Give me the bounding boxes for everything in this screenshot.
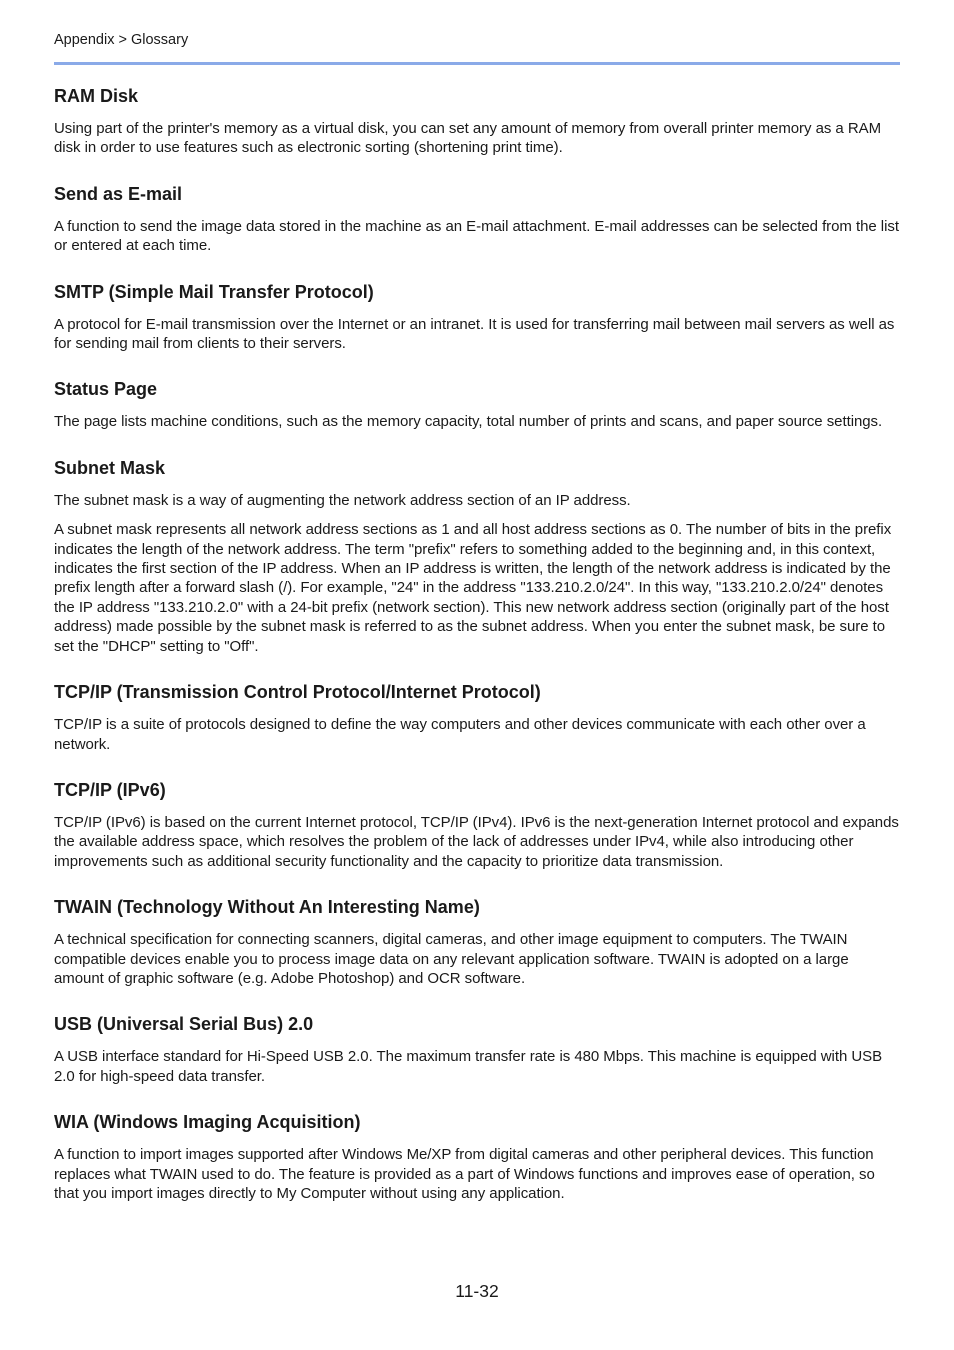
glossary-entry-twain bbox=[54, 896, 900, 988]
glossary-entry-ram-disk bbox=[54, 85, 900, 158]
glossary-entry-usb bbox=[54, 1013, 900, 1086]
glossary-description: TCP/IP is a suite of protocols designed to define the way computers and other devices communicate with each other over a network. bbox=[54, 716, 866, 753]
glossary-term: Subnet Mask bbox=[54, 457, 166, 478]
glossary-term: Status Page bbox=[54, 379, 158, 400]
glossary-entry-wia bbox=[54, 1111, 900, 1203]
glossary-description: A function to import images supported after Windows Me/XP from digital cameras and other peripheral devices. This function replaces what TWAIN used to do. The feature is provided as a part of Windows functions and improves ease of operation, so that you import images directly to My Computer without using any application. bbox=[54, 1146, 875, 1202]
glossary-content bbox=[54, 85, 900, 1203]
glossary-description: Using part of the printer's memory as a virtual disk, you can set any amount of memory from overall printer memory as a RAM disk in order to use features such as electronic sorting (shortening print time). bbox=[54, 120, 882, 157]
glossary-term: Send as E-mail bbox=[54, 183, 183, 204]
glossary-term: RAM Disk bbox=[54, 86, 139, 106]
glossary-description: A subnet mask represents all network address sections as 1 and all host address sections as 0. The number of bits in the prefix indicates the length of the network address. The term "prefix" refers to something added to the beginning and, in this context, indicates the first section of the IP address. When an IP address is written, the length of the network address is indicated by the prefix length after a forward slash (/). For example, "24" in the address "133.210.2.0/24". In this way, "133.210.2.0/24" denotes the IP address "133.210.2.0" with a 24-bit prefix (network section). This new network address section (originally part of the host address) made possible by the subnet mask is referred to as the subnet address. When you enter the subnet mask, be sure to set the "DHCP" setting to "Off". bbox=[54, 521, 892, 655]
glossary-entry-tcp-ip bbox=[54, 681, 900, 754]
glossary-term: USB (Universal Serial Bus) 2.0 bbox=[54, 1014, 314, 1035]
header-divider bbox=[54, 62, 900, 65]
glossary-description: The page lists machine conditions, such as the memory capacity, total number of prints and scans, and paper source settings. bbox=[54, 413, 883, 431]
glossary-entry-subnet-mask bbox=[54, 457, 900, 656]
glossary-description: A technical specification for connecting scanners, digital cameras, and other image equipment to computers. The TWAIN compatible devices enable you to process image data on any relevant application software. TWAIN is adopted on a large amount of graphic software (e.g. Adobe Photoshop) and OCR software. bbox=[54, 931, 849, 987]
glossary-term: TCP/IP (IPv6) bbox=[54, 779, 166, 800]
glossary-term: TWAIN (Technology Without An Interesting Name) bbox=[54, 897, 480, 918]
glossary-description: A protocol for E-mail transmission over the Internet or an intranet. It is used for transferring mail between mail servers as well as for sending mail from clients to their servers. bbox=[54, 315, 895, 353]
glossary-description: A function to send the image data stored in the machine as an E-mail attachment. E-mail addresses can be selected from the list or entered at each time. bbox=[54, 217, 899, 255]
glossary-description: TCP/IP (IPv6) is based on the current Internet protocol, TCP/IP (IPv4). IPv6 is the next-generation Internet protocol and expands the available address space, which resolves the problem of the lack of addresses under IPv4, while also introducing other improvements such as additional security functionality and the capacity to prioritize data transmission. bbox=[54, 813, 899, 870]
glossary-term: WIA (Windows Imaging Acquisition) bbox=[54, 1112, 361, 1133]
glossary-entry-status-page bbox=[54, 378, 900, 431]
glossary-entry-send-as-email bbox=[54, 183, 900, 256]
glossary-description: A USB interface standard for Hi-Speed USB 2.0. The maximum transfer rate is 480 Mbps. This machine is equipped with USB 2.0 for high-speed data transfer. bbox=[54, 1048, 883, 1085]
glossary-entry-smtp bbox=[54, 281, 900, 354]
glossary-description: The subnet mask is a way of augmenting the network address section of an IP address. bbox=[54, 491, 631, 509]
glossary-term: TCP/IP (Transmission Control Protocol/Internet Protocol) bbox=[54, 682, 541, 703]
glossary-term: SMTP (Simple Mail Transfer Protocol) bbox=[54, 281, 374, 302]
glossary-entry-tcp-ip-ipv6 bbox=[54, 779, 900, 871]
breadcrumb: Appendix > Glossary bbox=[54, 32, 189, 48]
page-number: 11-32 bbox=[455, 1281, 499, 1301]
